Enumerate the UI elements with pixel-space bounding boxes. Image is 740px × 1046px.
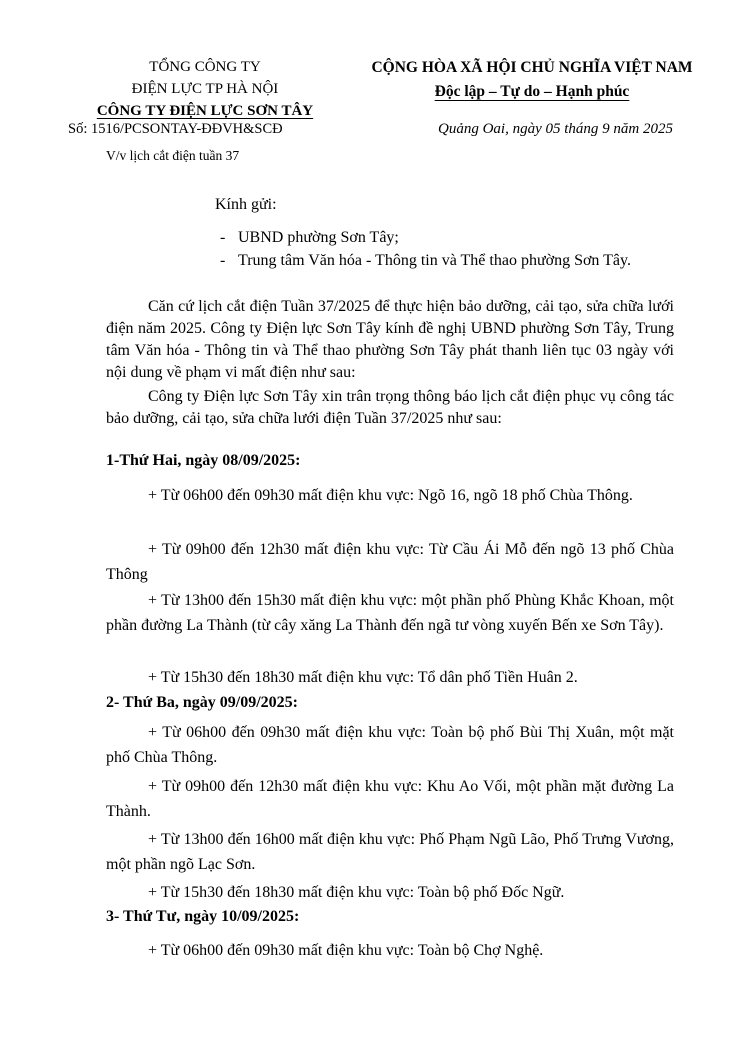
place-and-date: Quảng Oai, ngày 05 tháng 9 năm 2025 <box>438 121 673 137</box>
agency-header <box>70 56 340 122</box>
document-subject: V/v lịch cắt điện tuần 37 <box>106 148 240 163</box>
schedule-item: + Từ 15h30 đến 18h30 mất điện khu vực: Tổ dân phố Tiền Huân 2. <box>148 669 578 686</box>
section-title: 2- Thứ Ba, ngày 09/09/2025: <box>106 694 298 711</box>
recipient-list <box>220 226 631 272</box>
schedule-item: + Từ 06h00 đến 09h30 mất điện khu vực: Toàn bộ Chợ Nghệ. <box>148 942 544 959</box>
body-text <box>106 296 674 430</box>
recipient-item: - Trung tâm Văn hóa - Thông tin và Thể thao phường Sơn Tây. <box>220 252 631 269</box>
recipient-item: - UBND phường Sơn Tây; <box>220 229 399 246</box>
section-title: 3- Thứ Tư, ngày 10/09/2025: <box>106 908 300 925</box>
schedule-item: + Từ 13h00 đến 16h00 mất điện khu vực: Phố Phạm Ngũ Lão, Phố Trưng Vương, một phần ngõ Lạc Sơn. <box>106 831 674 873</box>
greeting: Kính gửi: <box>215 196 277 213</box>
body-paragraph: Công ty Điện lực Sơn Tây xin trân trọng thông báo lịch cắt điện phục vụ công tác bảo dưỡng, cải tạo, sửa chữa lưới điện Tuần 37/2025 như sau: <box>106 388 674 427</box>
company-name: CÔNG TY ĐIỆN LỰC SƠN TÂY <box>96 103 314 119</box>
national-header <box>352 56 712 104</box>
schedule-item: + Từ 06h00 đến 09h30 mất điện khu vực: Toàn bộ phố Bùi Thị Xuân, một mặt phố Chùa Thông. <box>106 724 674 766</box>
schedule-item: + Từ 15h30 đến 18h30 mất điện khu vực: Toàn bộ phố Đốc Ngữ. <box>148 884 565 901</box>
schedule-item: + Từ 13h00 đến 15h30 mất điện khu vực: một phần phố Phùng Khắc Khoan, một phần đường La Thành (từ cây xăng La Thành đến ngã tư vòng xuyến Bến xe Sơn Tây). <box>106 592 674 634</box>
parent-corp-name: TỔNG CÔNG TY <box>149 59 261 75</box>
nation-name: CỘNG HÒA XÃ HỘI CHỦ NGHĨA VIỆT NAM <box>371 59 693 76</box>
schedule-item: + Từ 09h00 đến 12h30 mất điện khu vực: Từ Cầu Ái Mỗ đến ngõ 13 phố Chùa Thông <box>106 541 674 583</box>
national-motto: Độc lập – Tự do – Hạnh phúc <box>434 83 630 100</box>
body-paragraph: Căn cứ lịch cắt điện Tuần 37/2025 để thực hiện bảo dưỡng, cải tạo, sửa chữa lưới điện năm 2025. Công ty Điện lực Sơn Tây kính đề nghị UBND phường Sơn Tây, Trung tâm Văn hóa - Thông tin và Thể thao phường Sơn Tây phát thanh liên tục 03 ngày với nội dung về phạm vi mất điện như sau: <box>106 298 674 381</box>
schedule-item: + Từ 09h00 đến 12h30 mất điện khu vực: Khu Ao Vối, một phần mặt đường La Thành. <box>106 778 674 820</box>
schedule-item: + Từ 06h00 đến 09h30 mất điện khu vực: Ngõ 16, ngõ 18 phố Chùa Thông. <box>148 487 633 504</box>
document-number: Số: 1516/PCSONTAY-ĐĐVH&SCĐ <box>68 121 283 137</box>
parent-corp-name-2: ĐIỆN LỰC TP HÀ NỘI <box>131 81 279 97</box>
section-title: 1-Thứ Hai, ngày 08/09/2025: <box>106 452 301 469</box>
